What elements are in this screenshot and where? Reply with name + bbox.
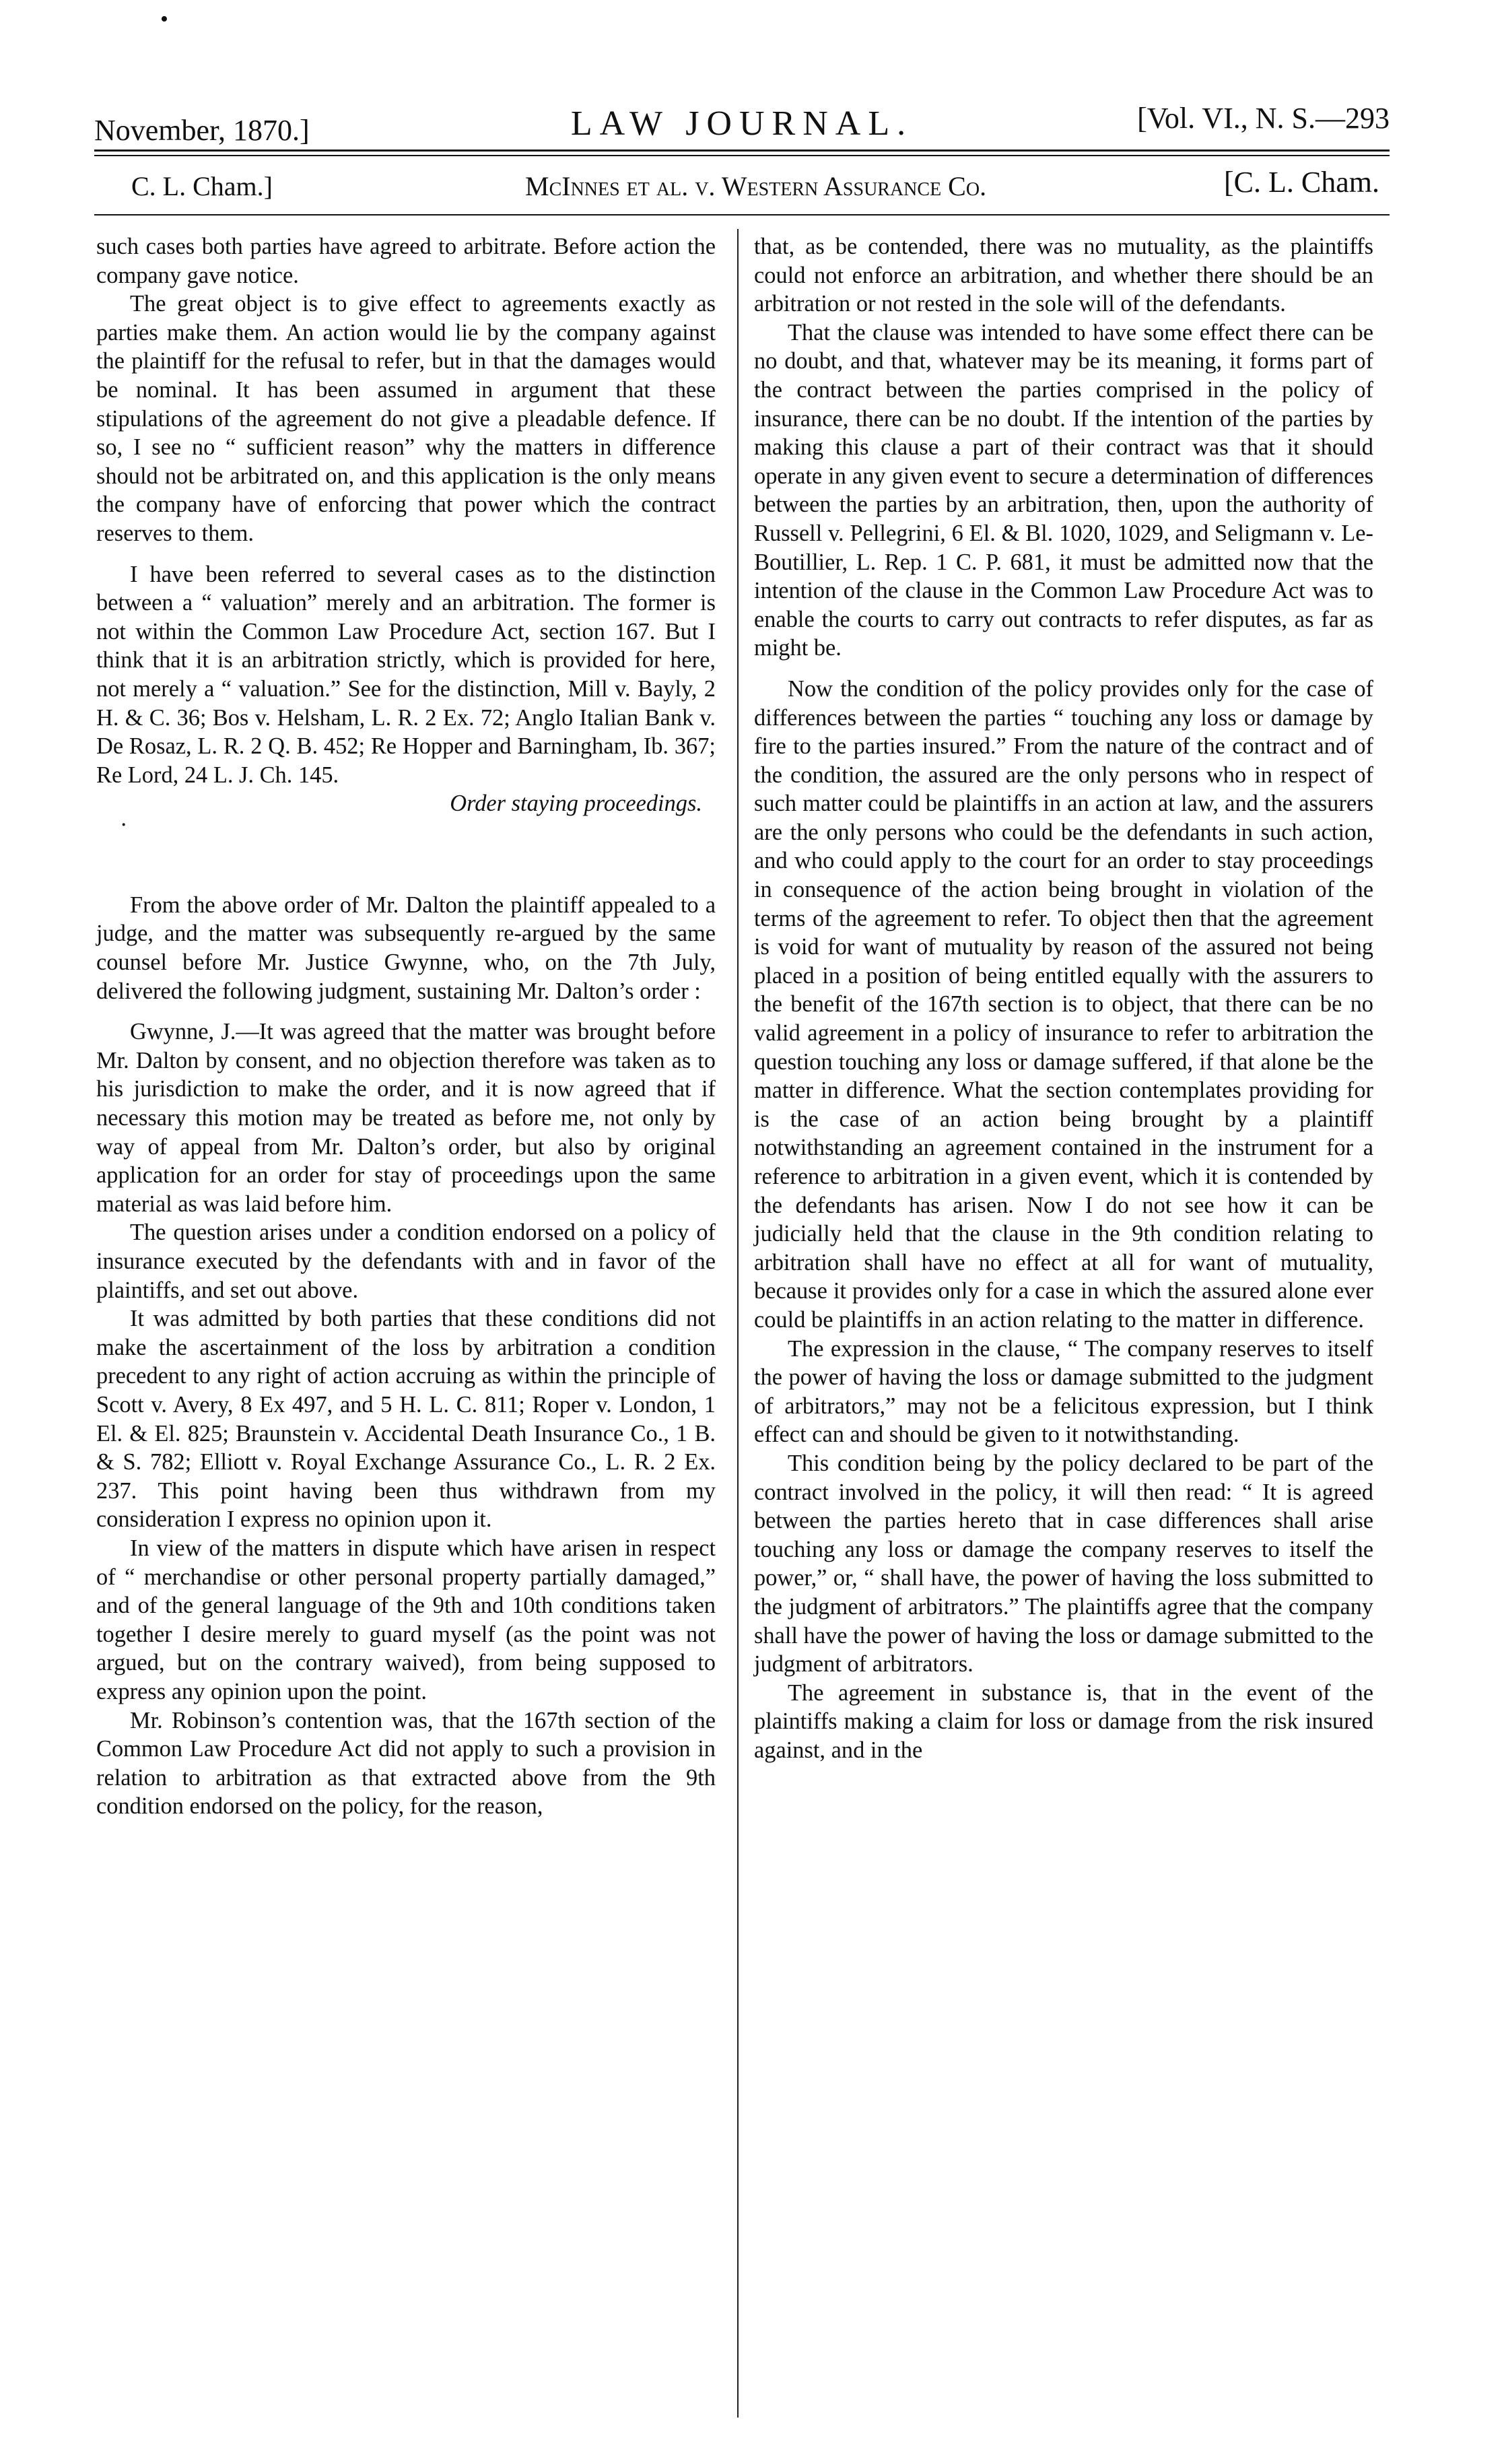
paragraph: Gwynne, J.—It was agreed that the matter was brought before Mr. Dalton by consent, and no objection therefore was taken as to his jurisdiction to make the order, and it is now agreed that if necessary this motion may be treated as before me, not only by way of appeal from Mr. Dalton’s order, but also by original application for an order for stay of proceedings upon the same material as was laid before him. bbox=[96, 1019, 716, 1217]
paragraph: The question arises under a condition endorsed on a policy of insurance executed by the defendants with and in favor of the plaintiffs, and set out above. bbox=[96, 1220, 716, 1303]
paragraph: It was admitted by both parties that these conditions did not make the ascertainment of the loss by arbitration a condition precedent to any right of action accruing as within the principle of Scott v. Avery, 8 Ex 497, and 5 H. L. C. 811; Roper v. London, 1 El. & El. 825; Braunstein v. Accidental Death Insurance Co., 1 B. & S. 782; Elliott v. Royal Exchange Assurance Co., L. R. 2 Ex. 237. This point having been thus withdrawn from my consideration I express no opinion upon it. bbox=[96, 1306, 716, 1533]
paragraph: This condition being by the policy declared to be part of the contract involved in the policy, it will then read: “ It is agreed between the parties hereto that in case differences shall arise touching any loss or damage the company reserves to itself the power,” or, “ shall have, the power of having the loss submitted to the judgment of arbitrators.” The plaintiffs agree that the company shall have the power of having the loss or damage submitted to the judgment of arbitrators. bbox=[754, 1450, 1373, 1677]
paragraph: In view of the matters in dispute which have arisen in respect of “ merchandise or other personal property partially damaged,” and of the general language of the 9th and 10th conditions taken together I desire merely to guard myself (as the point was not argued, but on the contrary waived), from being supposed to express any opinion upon the point. bbox=[96, 1535, 716, 1704]
paragraph: From the above order of Mr. Dalton the plaintiff appealed to a judge, and the matter was subsequently re-argued by the same counsel before Mr. Justice Gwynne, who, on the 7th July, delivered the following judgment, sustaining Mr. Dalton’s order : bbox=[96, 892, 716, 1004]
court-left: C. L. Cham.] bbox=[131, 171, 273, 201]
journal-title: LAW JOURNAL. bbox=[570, 104, 914, 143]
case-header bbox=[94, 165, 1390, 205]
paragraph: that, as be contended, there was no mutuality, as the plaintiffs could not enforce an arbitration, and whether there should be an arbitration or not rested in the sole will of the defendants. bbox=[754, 234, 1373, 317]
subheader-rule bbox=[94, 214, 1390, 215]
paragraph: The great object is to give effect to agreements exactly as parties make them. An action would lie by the company against the plaintiff for the refusal to refer, but in that the damages would be nominal. It has been assumed in argument that these stipulations of the agreement do not give a pleadable defence. If so, I see no “ sufficient reason” why the matters in difference should not be arbitrated on, and this application is the only means the company have of enforcing that power which the contract reserves to them. bbox=[96, 291, 716, 546]
paragraph: That the clause was intended to have some effect there can be no doubt, and that, whatever may be its meaning, it forms part of the contract between the parties comprised in the policy of insurance, there can be no doubt. If the intention of the parties by making this clause a part of their contract was that it should operate in any given event to secure a determination of differences between the parties by an arbitration, then, upon the authority of Russell v. Pellegrini, 6 El. & Bl. 1020, 1029, and Seligmann v. Le-Boutillier, L. Rep. 1 C. P. 681, it must be admitted now that the intention of the clause in the Common Law Procedure Act was to enable the courts to carry out contracts to refer disputes, as far as might be. bbox=[754, 319, 1373, 661]
case-title: McInnes et al. v. Western Assurance Co. bbox=[525, 171, 987, 201]
column-divider bbox=[737, 229, 739, 2418]
paragraph: Mr. Robinson’s contention was, that the 167th section of the Common Law Procedure Act did not apply to such a provision in relation to arbitration as that extracted above from the 9th condition endorsed on the policy, for the reason, bbox=[96, 1707, 716, 1820]
issue-date: November, 1870.] bbox=[94, 114, 310, 147]
header-rule bbox=[94, 149, 1390, 152]
order-signature: Order staying proceedings. bbox=[450, 791, 702, 817]
left-column bbox=[96, 232, 716, 1821]
volume-page: [Vol. VI., N. S.—293 bbox=[1137, 102, 1390, 135]
running-header bbox=[94, 101, 1390, 155]
paragraph: I have been referred to several cases as to the distinction between a “ valuation” merely and an arbitration. The former is not within the Common Law Procedure Act, section 167. But I think that it is an arbitration strictly, which is provided for here, not merely a “ valuation.” See for the distinction, Mill v. Bayly, 2 H. & C. 36; Bos v. Helsham, L. R. 2 Ex. 72; Anglo Italian Bank v. De Rosaz, L. R. 2 Q. B. 452; Re Hopper and Barningham, Ib. 367; Re Lord, 24 L. J. Ch. 145. bbox=[96, 561, 716, 788]
header-rule-double bbox=[94, 155, 1390, 156]
paragraph: The agreement in substance is, that in the event of the plaintiffs making a claim for loss or damage from the risk insured against, and in the bbox=[754, 1679, 1373, 1763]
right-column bbox=[754, 232, 1373, 1764]
page-mark: • bbox=[160, 7, 168, 32]
court-right: [C. L. Cham. bbox=[1224, 166, 1379, 199]
separator-mark: · bbox=[120, 811, 128, 838]
paragraph: The expression in the clause, “ The company reserves to itself the power of having the loss or damage submitted to the judgment of arbitrators,” may not be a felicitous expression, but I think effect can and should be given to it notwithstanding. bbox=[754, 1335, 1373, 1448]
paragraph: Now the condition of the policy provides only for the case of differences between the parties “ touching any loss or damage by fire to the parties insured.” From the nature of the contract and of the condition, the assured are the only persons who in respect of such matter could be plaintiffs in an action at law, and the assurers are the only persons who could be the defendants in such action, and who could apply to the court for an order to stay proceedings in consequence of the action being brought in violation of the terms of the agreement to refer. To object then that the agreement is void for want of mutuality by reason of the assured not being placed in a position of being entitled equally with the assurers to the benefit of the 167th section is to object, that there can be no valid agreement in a policy of insurance to refer to arbitration the question touching any loss or damage suffered, if that alone be the matter in difference. What the section contemplates providing for is the case of an action being brought by a plaintiff notwithstanding an agreement contained in the instrument for a reference to arbitration in a given event, which it is contended by the defendants has arisen. Now I do not see how it can be judicially held that the clause in the 9th condition relating to arbitration shall have no effect at all for want of mutuality, because it provides only for a case in which the assured alone ever could be plaintiffs in an action relating to the matter in difference. bbox=[754, 675, 1373, 1333]
paragraph: such cases both parties have agreed to arbitrate. Before action the company gave notice. bbox=[96, 234, 716, 288]
